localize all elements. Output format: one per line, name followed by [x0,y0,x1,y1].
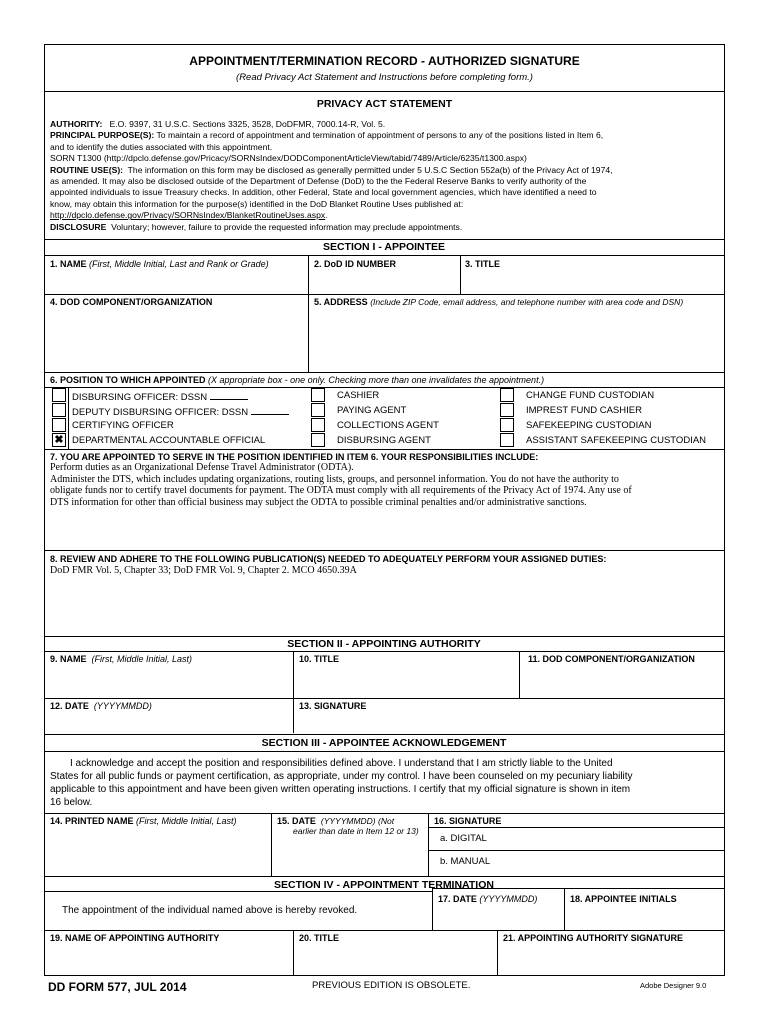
option-departmental-accountable-official: DEPARTMENTAL ACCOUNTABLE OFFICIAL [72,435,266,446]
item20-label: 20. TITLE [299,933,340,943]
checkbox-assistant-safekeeping-custodian[interactable] [500,433,514,447]
item18-label: 18. APPOINTEE INITIALS [570,894,677,904]
option-collections-agent: COLLECTIONS AGENT [337,420,439,431]
termination-title-field[interactable] [295,945,495,975]
item21-label: 21. APPOINTING AUTHORITY SIGNATURE [503,933,684,943]
privacy-heading: PRIVACY ACT STATEMENT [316,98,453,110]
form-number: DD FORM 577, JUL 2014 [48,980,187,994]
acknowledgement-text: I acknowledge and accept the position and responsibilities defined above. I understand that I am strictly liable to the United States for all public funds or payment certification, as appropriate, under my control. I have been counseled on my pecuniary liability applicable to this appointment and have been given written operating instructions. I certify that my official signature is shown in item 16 below. [50,758,633,808]
form-title: APPOINTMENT/TERMINATION RECORD - AUTHORIZED SIGNATURE [189,54,580,68]
item9-label: 9. NAME (First, Middle Initial, Last) [50,654,193,664]
previous-edition-note: PREVIOUS EDITION IS OBSOLETE. [312,980,471,991]
routine-uses-link[interactable]: http://dpclo.defense.gov/Privacy/SORNsIndex/BlanketRoutineUses.aspx [50,210,326,221]
section4-heading: SECTION IV - APPOINTMENT TERMINATION [274,879,494,891]
divider [44,255,725,256]
option-paying-agent: PAYING AGENT [337,405,407,416]
option-cashier: CASHIER [337,390,380,401]
divider [44,239,725,240]
manual-signature-field[interactable] [500,852,723,874]
acknowledgement-date-field[interactable] [273,838,426,875]
checkbox-safekeeping-custodian[interactable] [500,418,514,432]
item15-hint: earlier than date in Item 12 or 13) [293,826,419,836]
revoked-text: The appointment of the individual named above is hereby revoked. [62,905,358,916]
appointee-initials-field[interactable] [566,906,723,928]
section2-heading: SECTION II - APPOINTING AUTHORITY [287,638,481,650]
deputy-dssn-field[interactable] [251,405,289,415]
authority-date-field[interactable] [45,712,291,732]
item13-label: 13. SIGNATURE [299,701,367,711]
option-disbursing-officer: DISBURSING OFFICER: DSSN [72,390,248,403]
section1-heading: SECTION I - APPOINTEE [322,241,446,253]
component-field[interactable] [45,310,307,370]
privacy-statement: AUTHORITY: E.O. 9397, 31 U.S.C. Sections 3325, 3528, DoDFMR, 7000.14-R, Vol. 5. PRINCIPAL PURPOSE(S): To maintain a record of appointment and termination of appointment of persons to any of the positions listed in Item 6, and to identify the duties associated with this appointment. SORN T1300 (http://dpclo.defense.gov/Pricacy/SORNsIndex/DODComponentArticleView/tabid/7489/Article/6235/t1300.aspx) ROUTINE USE(S): The information on this form may be disclosed as generally permitted under 5 U.S.C Section 552a(b) of the Privacy Act of 1974, as amended. It may also be disclosed outside of the Department of Defense (DoD) to the the Federal Reserve Banks to verify authority of the appointed individuals to issue Treasury checks. In addition, other Federal, State and local government agencies, which have identified a need to know, may obtain this information for the purpose(s) identified in the DoD Blanket Routine Uses published at: http://dpclo.defense.gov/Privacy/SORNsIndex/BlanketRoutineUses.aspx. DISCLOSURE Voluntary; however, failure to provide the requested information may preclude appointments. [50,119,613,232]
item12-label: 12. DATE (YYYYMMDD) [50,701,152,711]
item11-label: 11. DOD COMPONENT/ORGANIZATION [528,654,695,664]
address-field[interactable] [310,310,723,370]
option-disbursing-agent: DISBURSING AGENT [337,435,431,446]
termination-date-field[interactable] [434,906,562,928]
software-note: Adobe Designer 9.0 [640,981,707,990]
item14-label: 14. PRINTED NAME (First, Middle Initial, Last) [50,816,237,826]
item1-label: 1. NAME (First, Middle Initial, Last and Rank or Grade) [50,259,269,269]
item17-label: 17. DATE (YYYYMMDD) [438,894,538,904]
checkbox-deputy-disbursing-officer[interactable] [52,403,66,417]
checkbox-disbursing-agent[interactable] [311,433,325,447]
authority-name-field[interactable] [45,666,291,696]
item16-label: 16. SIGNATURE [434,816,502,826]
checkbox-certifying-officer[interactable] [52,418,66,432]
option-imprest-fund-cashier: IMPREST FUND CASHIER [526,405,642,416]
termination-signature-field[interactable] [499,945,723,975]
item5-label: 5. ADDRESS (Include ZIP Code, email address, and telephone number with area code and DSN) [314,297,684,307]
section3-heading: SECTION III - APPOINTEE ACKNOWLEDGEMENT [261,737,507,749]
responsibilities-field[interactable]: Perform duties as an Organizational Defense Travel Administrator (ODTA). Administer the DTS, which includes updating organizations, routing lists, groups, and personnel information. You do not have the authority to obligate funds nor to certify travel documents for payment. The ODTA must comply with all requirements of the Privacy Act of 1974. Any use of DTS information for other than official business may subject the ODTA to possible criminal penalties and/or administrative sanctions. [50,462,632,509]
name-field[interactable] [45,272,307,294]
checkbox-collections-agent[interactable] [311,418,325,432]
option-change-fund-custodian: CHANGE FUND CUSTODIAN [526,390,655,401]
item2-label: 2. DoD ID NUMBER [314,259,397,269]
authority-signature-field[interactable] [295,712,723,732]
checkbox-departmental-accountable-official[interactable]: ✖ [52,433,66,447]
item10-label: 10. TITLE [299,654,340,664]
item4-label: 4. DOD COMPONENT/ORGANIZATION [50,297,213,307]
title-field[interactable] [462,272,724,294]
item8-label: 8. REVIEW AND ADHERE TO THE FOLLOWING PUBLICATION(S) NEEDED TO ADEQUATELY PERFORM YOUR ASSIGNED DUTIES: [50,554,607,564]
checkbox-cashier[interactable] [311,388,325,402]
checkbox-paying-agent[interactable] [311,403,325,417]
dod-id-field[interactable] [310,272,458,294]
form-subtitle: (Read Privacy Act Statement and Instructions before completing form.) [236,72,533,83]
publications-field[interactable]: DoD FMR Vol. 5, Chapter 33; DoD FMR Vol. 9, Chapter 2. MCO 4650.39A [50,565,357,576]
option-certifying-officer: CERTIFYING OFFICER [72,420,174,431]
item19-label: 19. NAME OF APPOINTING AUTHORITY [50,933,220,943]
option-assistant-safekeeping-custodian: ASSISTANT SAFEKEEPING CUSTODIAN [526,435,707,446]
manual-signature-label: b. MANUAL [440,856,491,867]
appointing-authority-name-field[interactable] [45,945,291,975]
divider [44,91,725,92]
authority-title-field[interactable] [295,666,517,696]
checkbox-imprest-fund-cashier[interactable] [500,403,514,417]
dssn-field[interactable] [210,390,248,400]
digital-signature-field[interactable] [500,829,723,849]
item7-label: 7. YOU ARE APPOINTED TO SERVE IN THE POSITION IDENTIFIED IN ITEM 6. YOUR RESPONSIBILITIES INCLUDE: [50,452,539,462]
item3-label: 3. TITLE [465,259,501,269]
option-safekeeping-custodian: SAFEKEEPING CUSTODIAN [526,420,652,431]
checkbox-change-fund-custodian[interactable] [500,388,514,402]
option-deputy-disbursing-officer: DEPUTY DISBURSING OFFICER: DSSN [72,405,289,418]
printed-name-field[interactable] [45,829,269,875]
item6-label: 6. POSITION TO WHICH APPOINTED (X appropriate box - one only. Checking more than one invalidates the appointment.) [50,375,545,385]
authority-component-field[interactable] [521,666,723,696]
item15-label: 15. DATE (YYYYMMDD) (Not [277,816,395,826]
checkbox-disbursing-officer[interactable] [52,388,66,402]
digital-signature-label: a. DIGITAL [440,833,487,844]
